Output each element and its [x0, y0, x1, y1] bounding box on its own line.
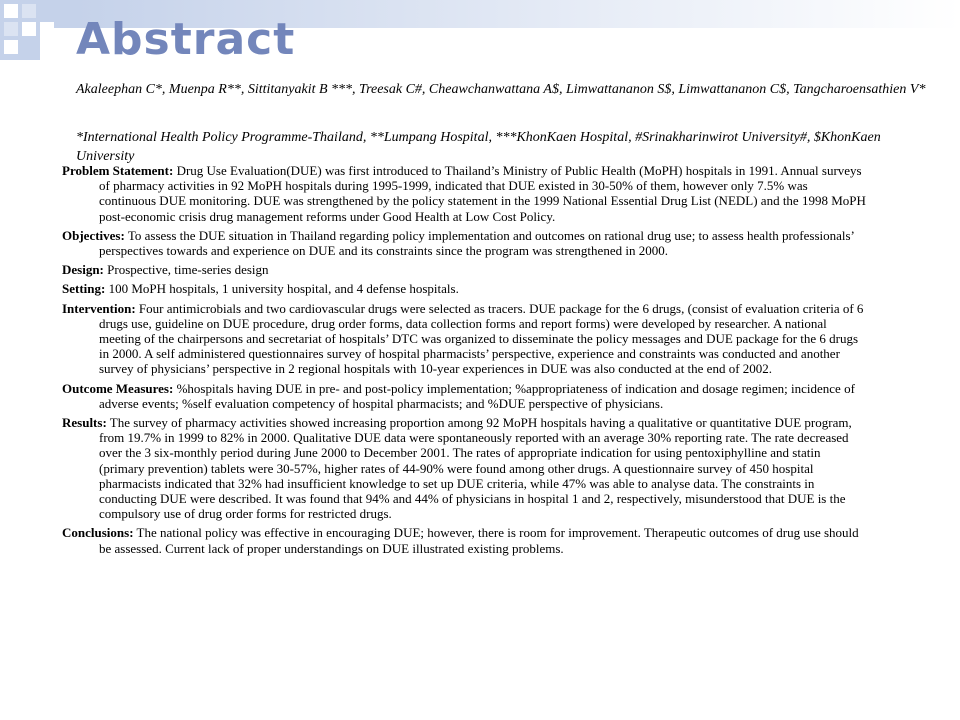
section-label: Results:	[62, 415, 107, 431]
section-label: Problem Statement:	[62, 163, 174, 178]
section-label: Objectives:	[62, 227, 125, 243]
section-text: %hospitals having DUE in pre- and post-policy implementation; %appropriateness of indication and dosage regimen; incidence of adverse events; %self evaluation competency of hospital pharmacists; and %DUE perspective of physicians.	[99, 380, 855, 411]
section-text: Drug Use Evaluation(DUE) was first introduced to Thailand’s Ministry of Public Health (MoPH) hospitals in 1991. Annual surveys of pharmacy activities in 92 MoPH hospitals during 1995-1999, indicated that DUE existed in 30-50% of them, however only 7.5% was continuous DUE monitoring. DUE was strengthened by the policy statement in the 1999 National Essential Drug List (NEDL) and the 1998 MoPH post-economic crisis drug management reforms under Good Health at Low Cost Policy.	[99, 163, 866, 224]
section-label: Intervention:	[62, 300, 136, 316]
intervention-section	[62, 301, 868, 377]
section-label: Design:	[62, 262, 104, 278]
section-label: Setting:	[62, 281, 106, 297]
page-title: Abstract	[76, 14, 296, 65]
section-label: Outcome Measures:	[62, 380, 174, 396]
setting-section	[62, 281, 868, 296]
author-list: Akaleephan C*, Muenpa R**, Sittitanyakit B ***, Treesak C#, Cheawchanwattana A$, Limwattananon S$, Limwattananon C$, Tangcharoensathien V*	[76, 82, 926, 97]
conclusions-section	[62, 525, 868, 555]
objectives-section	[62, 228, 868, 258]
design-section	[62, 262, 868, 277]
section-text: The national policy was effective in encouraging DUE; however, there is room for improvement. Therapeutic outcomes of drug use should be assessed. Current lack of proper understandings on DUE illustrated existing problems.	[99, 525, 859, 556]
affiliation-list: *International Health Policy Programme-Thailand, **Lumpang Hospital, ***KhonKaen Hospital, #Srinakharinwirot University#, $KhonKaen University	[76, 130, 881, 164]
outcome-measures-section	[62, 381, 868, 411]
problem-statement-section	[62, 163, 868, 224]
section-text: To assess the DUE situation in Thailand regarding policy implementation and outcomes on rational drug use; to assess health professionals’ perspectives towards and experience on DUE and its constraints since the program was strengthened in 2000.	[99, 227, 854, 259]
section-text: Four antimicrobials and two cardiovascular drugs were selected as tracers. DUE package for the 6 drugs, (consist of evaluation criteria of 6 drugs use, guideline on DUE procedure, drug order forms, data collection forms and report forms) were developed by researcher. A national meeting of the chairpersons and secretariat of hospitals’ DTC was organized to disseminate the policy messages and DUE package for the 6 drugs in 2000. A self administered questionnaires survey of hospital pharmacists’ perspective, experience and constraints was conducted and another survey of physicians’ perspective in 2 regional hospitals with 10-year experiences in DUE was also conducted at the end of 2002.	[99, 300, 864, 377]
section-text: The survey of pharmacy activities showed increasing proportion among 92 MoPH hospitals having a qualitative or quantitative DUE program, from 19.7% in 1999 to 82% in 2000. Qualitative DUE data were spontaneously reported with an average 30% reporting rate. The rate decreased over the 3 six-monthly period during June 2000 to December 2001. The rates of appropriate indication for using pentoxiphylline and statin (primary prevention) tablets were 30-57%, higher rates of 44-90% were found among other drugs. A questionnaire survey of 450 hospital pharmacists indicated that 32% had insufficient knowledge to set up DUE criteria, while 47% was able to analyse data. The constraints in conducting DUE were described. It was found that 94% and 44% of physicians in hospital 1 and 2, respectively, misunderstood that DUE is the compulsory use of drug order forms for restricted drugs.	[99, 415, 852, 522]
section-text: Prospective, time-series design	[103, 262, 269, 278]
section-text: 100 MoPH hospitals, 1 university hospital, and 4 defense hospitals.	[105, 281, 459, 297]
section-label: Conclusions:	[62, 525, 134, 541]
results-section	[62, 415, 868, 521]
abstract-body	[62, 163, 868, 560]
